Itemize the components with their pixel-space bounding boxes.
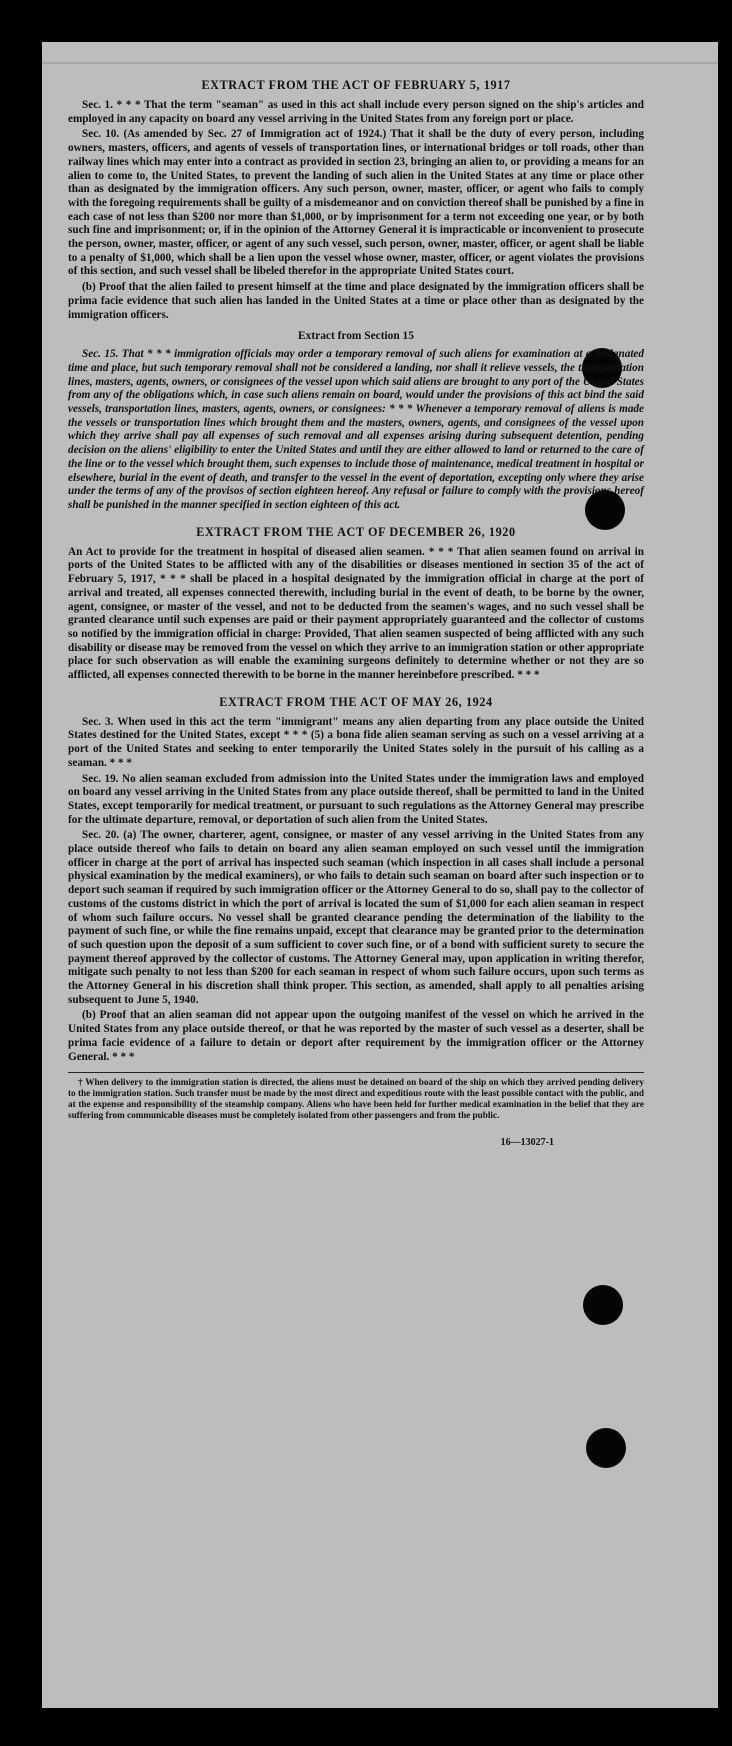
paragraph: Sec. 19. No alien seaman excluded from admission into the United States under the immigration laws and employed on board any vessel arriving in the United States from any place outside thereof, shall be permitted to land in the United States, except temporarily for medical treatment, or pursuant to such regulations as the Attorney General may prescribe for the ultimate departure, removal, or deportation of such alien from the United States. xyxy=(68,772,644,826)
paragraph: (b) Proof that the alien failed to present himself at the time and place designated by the immigration officers shall be prima facie evidence that such alien has landed in the United States at a time or place other than as designated by the immigration officers. xyxy=(68,281,644,321)
section-act-1917 xyxy=(68,78,644,322)
footnote xyxy=(68,1077,644,1121)
section-act-1924 xyxy=(68,695,644,1065)
section-heading: Extract from Section 15 xyxy=(298,330,414,343)
document-body xyxy=(68,78,644,1148)
footnote-divider xyxy=(68,1072,644,1073)
section-extract-15 xyxy=(68,330,644,512)
footnote-text: † When delivery to the immigration station is directed, the aliens must be detained on board of the ship on which they arrived pending delivery to the immigration station. Such transfer must be made by the most direct and expeditious route with the least possible contact with the public, and at the expense and responsibility of the steamship company. Aliens who have been held for further medical examination in the belief that they are suffering from communicable diseases must be completely isolated from other passengers and from the public. xyxy=(68,1077,644,1121)
paragraph: An Act to provide for the treatment in hospital of diseased alien seamen. * * * That alien seamen found on arrival in ports of the United States to be afflicted with any of the disabilities or diseases mentioned in section 35 of the act of February 5, 1917, * * * shall be placed in a hospital designated by the immigration official in charge at the port of arrival and treated, all expenses connected therewith, including burial in the event of death, to be borne by the owner, agent, consignee, or master of the vessel, and not to be deducted from the seamen's wages, and no such vessel shall be granted clearance until such expenses are paid or their payment appropriately guaranteed and the collector of customs so notified by the immigration official in charge: Provided, That alien seamen suspected of being afflicted with any such disability or disease may be removed from the vessel on which they arrive to an immigration station or other appropriate place for such observation as will enable the examining surgeons definitely to determine whether or not they are so afflicted, all expenses connected therewith to be borne in the manner hereinbefore prescribed. * * * xyxy=(68,545,644,682)
section-act-1920 xyxy=(68,525,644,683)
paragraph: Sec. 20. (a) The owner, charterer, agent, consignee, or master of any vessel arriving in the United States from any place outside thereof who fails to detain on board any alien seaman employed on such vessel until the immigration officer in charge at the port of arrival has inspected such seaman (which inspection in all cases shall include a personal physical examination by the medical examiners), or who fails to detain such seaman on board after such inspection or to deport such seaman if required by such immigration officer or the Attorney General to do so, shall pay to the collector of customs of the customs district in which the port of arrival is located the sum of $1,000 for each alien seaman in respect of whom such failure occurs. No vessel shall be granted clearance pending the determination of the liability to the payment of such fine, or while the fine remains unpaid, except that clearance may be granted prior to the determination of such question upon the deposit of a sum sufficient to cover such fine, or of a bond with sufficient surety to secure the payment thereof approved by the collector of customs. The Attorney General may, upon application in writing therefor, mitigate such penalty to not less than $200 for each seaman in respect of whom such failure occurs, upon such terms as the Attorney General in his discretion shall think proper. This section, as amended, shall apply to all penalties arising subsequent to June 5, 1940. xyxy=(68,829,644,1006)
paragraph: (b) Proof that an alien seaman did not appear upon the outgoing manifest of the vessel on which he arrived in the United States from any place outside thereof, or that he was reported by the master of such vessel as a deserter, shall be prima facie evidence of a failure to detain or deport after requirement by the immigration officer or the Attorney General. * * * xyxy=(68,1009,644,1063)
section-heading: EXTRACT FROM THE ACT OF DECEMBER 26, 1920 xyxy=(196,524,516,539)
scan-artifact-line xyxy=(42,62,718,64)
paragraph: Sec. 15. That * * * immigration officials may order a temporary removal of such aliens for examination at a designated time and place, but such temporary removal shall not be considered a landing, nor shall it relieve vessels, the transportation lines, masters, agents, owners, or consignees of the vessel upon which said aliens are brought to any port of the United States from any of the obligations which, in case such aliens remain on board, would under the provisions of this act bind the said vessels, transportation lines, masters, agents, owners, or consignees: * * * Whenever a temporary removal of aliens is made the vessels or transportation lines which brought them and the masters, owners, agents, and consignees of the vessel upon which they arrive shall pay all expenses of such removal and all expenses arising during subsequent detention, pending decision on the aliens' eligibility to enter the United States and until they are either allowed to land or returned to the care of the line or to the vessel which brought them, such expenses to include those of maintenance, medical treatment in hospital or elsewhere, burial in the event of death, and transfer to the vessel in the event of deportation, excepting only where they arise under the terms of any of the provisos of section eighteen hereof. Any refusal or failure to comply with the provisions hereof shall be punished in the manner specified in section eighteen of this act. xyxy=(68,348,644,511)
paragraph: Sec. 10. (As amended by Sec. 27 of Immigration act of 1924.) That it shall be the duty of every person, including owners, masters, officers, and agents of vessels of transportation lines, or international bridges or toll roads, other than railway lines which may enter into a contract as provided in section 23, bringing an alien to, or providing a means for an alien to come to, the United States, to prevent the landing of such alien in the United States at any time or place other than as designated by the immigration officers. Any such person, owner, master, officer, or agent who fails to comply with the foregoing requirements shall be guilty of a misdemeanor and on conviction thereof shall be punished by a fine in each case of not less than $200 nor more than $1,000, or by imprisonment for a term not exceeding one year, or by both such fine and imprisonment; or, if in the opinion of the Attorney General it is impracticable or inconvenient to prosecute the person, owner, master, officer, or agent of any such vessel, such person, owner, master, officer, or agent shall be liable to a penalty of $1,000, which shall be a lien upon the vessel whose owner, master, officer, or agent violates the provisions of this section, and such vessel shall be libeled therefor in the appropriate United States court. xyxy=(68,128,644,278)
punch-hole xyxy=(586,1428,626,1468)
paragraph: Sec. 3. When used in this act the term "immigrant" means any alien departing from any place outside the United States destined for the United States, except * * * (5) a bona fide alien seaman serving as such on a vessel arriving at a port of the United States and seeking to enter temporarily the United States solely in the pursuit of his calling as a seaman. * * * xyxy=(68,715,644,769)
paragraph: Sec. 1. * * * That the term "seaman" as used in this act shall include every person signed on the ship's articles and employed in any capacity on board any vessel arriving in the United States from any foreign port or place. xyxy=(68,99,644,125)
section-heading: EXTRACT FROM THE ACT OF FEBRUARY 5, 1917 xyxy=(201,78,511,92)
punch-hole xyxy=(583,1285,623,1325)
form-number: 16—13027-1 xyxy=(500,1137,554,1149)
section-heading: EXTRACT FROM THE ACT OF MAY 26, 1924 xyxy=(219,694,493,709)
